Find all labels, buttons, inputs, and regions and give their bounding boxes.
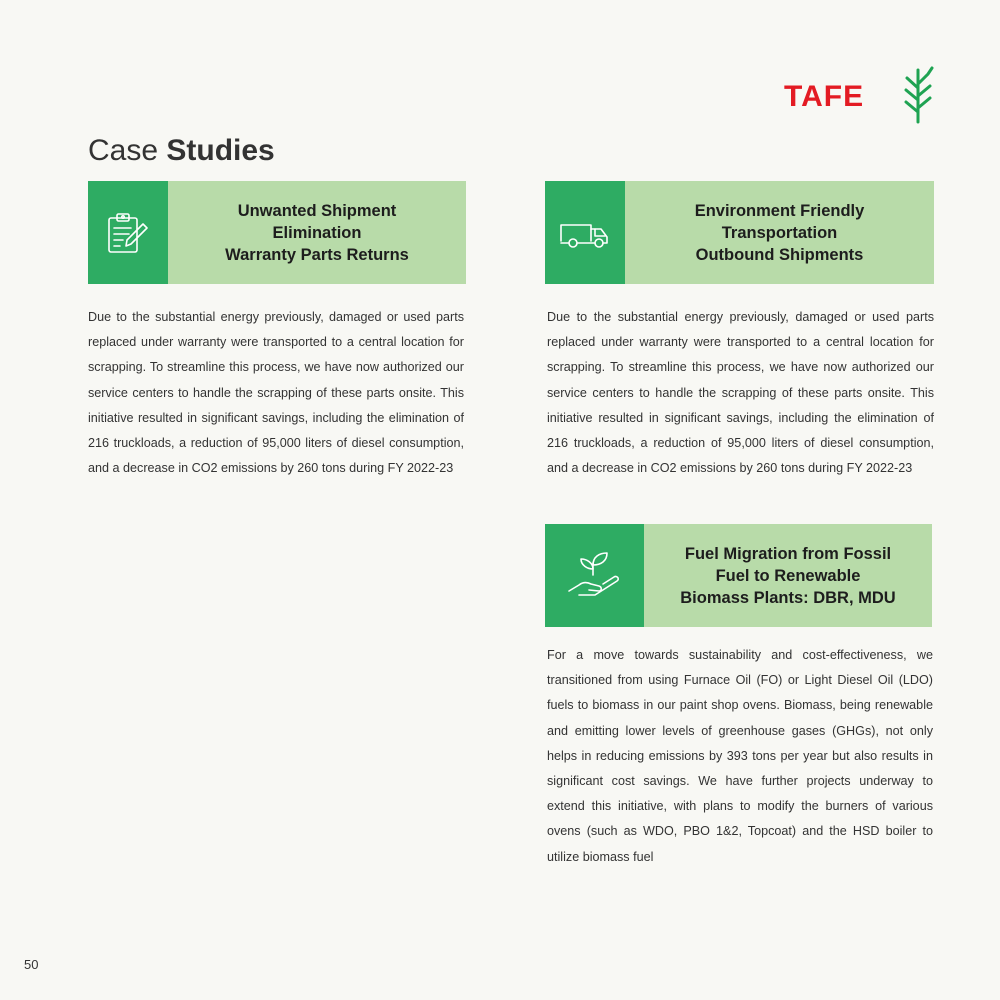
card-icon-box <box>88 181 168 284</box>
hand-sprout-icon <box>565 551 625 601</box>
page-number: 50 <box>24 957 39 972</box>
page-title-bold: Studies <box>166 134 275 167</box>
card-heading-line: Elimination <box>272 223 362 242</box>
leaf-icon <box>902 66 936 124</box>
page-title-light: Case <box>88 134 159 167</box>
card-heading-line: Transportation <box>721 223 838 242</box>
case-body-warranty: Due to the substantial energy previously, damaged or used parts replaced under warranty were transported to a central location for scrapping. To streamline this process, we have now authorized our service centers to handle the scrapping of these parts onsite. This initiative resulted in significant savings, including the elimination of 216 truckloads, a reduction of 95,000 liters of diesel consumption, and a decrease in CO2 emissions by 260 tons during FY 2022-23 <box>88 310 464 476</box>
card-icon-box <box>545 181 625 284</box>
case-card-warranty <box>88 181 466 284</box>
card-heading-line: Fuel to Renewable <box>715 566 861 585</box>
card-heading-line: Fuel Migration from Fossil <box>684 544 892 563</box>
tafe-logo <box>784 66 934 124</box>
brand-name: TAFE <box>784 80 865 113</box>
clipboard-pencil-icon <box>105 210 151 256</box>
case-body-transportation: Due to the substantial energy previously, damaged or used parts replaced under warranty were transported to a central location for scrapping. To streamline this process, we have now authorized our service centers to handle the scrapping of these parts onsite. This initiative resulted in significant savings, including the elimination of 216 truckloads, a reduction of 95,000 liters of diesel consumption, and a decrease in CO2 emissions by 260 tons during FY 2022-23 <box>547 310 934 476</box>
card-heading-line: Warranty Parts Returns <box>225 245 409 264</box>
card-heading-line: Outbound Shipments <box>695 245 864 264</box>
card-heading <box>644 524 932 627</box>
card-heading-line: Environment Friendly <box>694 201 865 220</box>
card-icon-box <box>545 524 644 627</box>
case-body-biomass: For a move towards sustainability and cost-effectiveness, we transitioned from using Furnace Oil (FO) or Light Diesel Oil (LDO) fuels to biomass in our paint shop ovens. Biomass, being renewable and emitting lower levels of greenhouse gases (GHGs), not only helps in reducing emissions by 393 tons per year but also results in significant cost savings. We have further projects underway to extend this initiative, with plans to modify the burners of various ovens (such as WDO, PBO 1&2, Topcoat) and the HSD boiler to utilize biomass fuel <box>547 648 933 864</box>
page-title <box>88 134 275 168</box>
truck-icon <box>557 213 613 253</box>
card-heading-line: Biomass Plants: DBR, MDU <box>680 588 896 607</box>
case-card-biomass <box>545 524 932 627</box>
card-heading <box>625 181 934 284</box>
card-heading <box>168 181 466 284</box>
case-card-transportation <box>545 181 934 284</box>
card-heading-line: Unwanted Shipment <box>237 201 397 220</box>
